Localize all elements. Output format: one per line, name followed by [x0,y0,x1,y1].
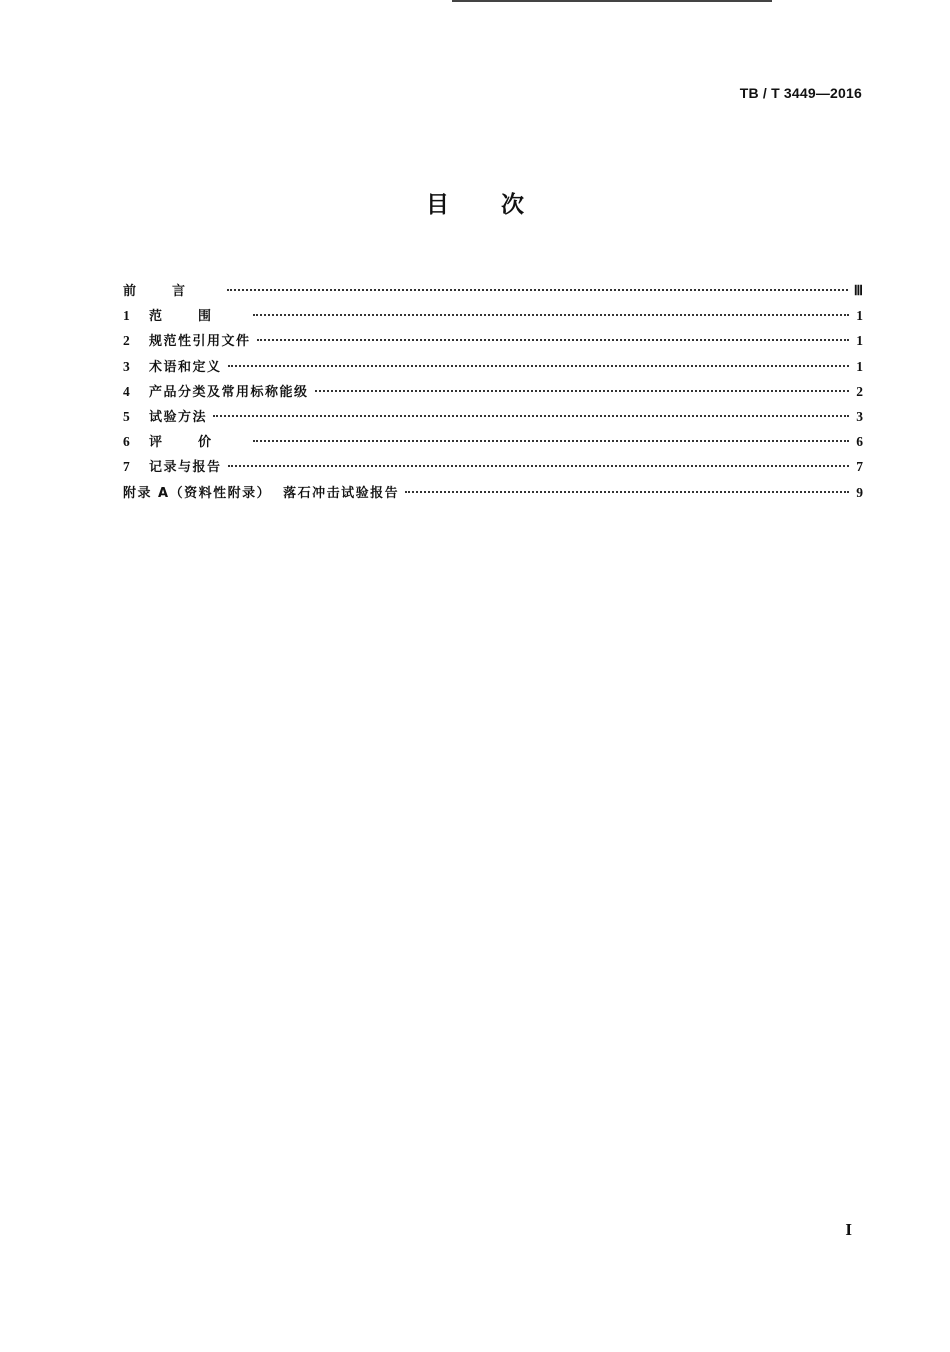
toc-entry-evaluation[interactable] [123,431,863,456]
toc-entry-number: 3 [123,358,130,374]
standard-code: TB / T 3449—2016 [739,85,862,101]
toc-leader-dots [213,415,849,417]
toc-entry-number: 5 [123,408,130,424]
toc-entry-number: 4 [123,383,130,399]
toc-entry-scope[interactable] [123,305,863,330]
toc-leader-dots [227,289,848,291]
toc-entry-label: 规范性引用文件 [149,334,251,350]
toc-entry-label: 评价 [149,435,248,451]
toc-entry-page: 9 [856,484,863,500]
top-scan-rule [452,0,772,2]
toc-leader-dots [315,390,849,392]
toc-entry-page: 1 [856,358,863,374]
toc-entry-page: 7 [856,459,863,475]
table-of-contents [123,280,863,507]
toc-entry-number: 1 [123,308,130,324]
toc-entry-label: 附录 A（资料性附录） 落石冲击试验报告 [123,485,400,501]
toc-entry-foreword[interactable] [123,280,863,305]
toc-entry-label: 产品分类及常用标称能级 [149,384,309,400]
toc-entry-page: Ⅲ [853,283,863,298]
toc-leader-dots [228,365,849,367]
toc-entry-page: 1 [856,333,863,349]
toc-leader-dots [253,314,849,316]
toc-entry-number: 7 [123,459,130,475]
toc-entry-label: 前言 [123,284,222,299]
toc-entry-test-methods[interactable] [123,406,863,431]
toc-entry-number: 2 [123,333,130,349]
toc-entry-terms-definitions[interactable] [123,356,863,381]
toc-entry-number: 6 [123,434,130,450]
toc-leader-dots [257,339,849,341]
toc-entry-normative-references[interactable] [123,330,863,355]
toc-entry-records-report[interactable] [123,456,863,481]
toc-entry-label: 记录与报告 [149,460,222,476]
toc-leader-dots [228,465,849,467]
toc-entry-label: 范围 [149,309,248,325]
toc-entry-page: 1 [856,308,863,324]
toc-entry-label: 试验方法 [149,409,208,425]
toc-leader-dots [405,491,849,493]
toc-leader-dots [253,440,849,442]
toc-title: 目次 [426,192,576,218]
page-number: I [845,1220,852,1239]
toc-entry-annex-a[interactable] [123,482,863,507]
toc-entry-page: 6 [856,434,863,450]
toc-entry-page: 3 [856,408,863,424]
toc-entry-label: 术语和定义 [149,359,222,375]
toc-entry-classification[interactable] [123,381,863,406]
toc-entry-page: 2 [856,383,863,399]
